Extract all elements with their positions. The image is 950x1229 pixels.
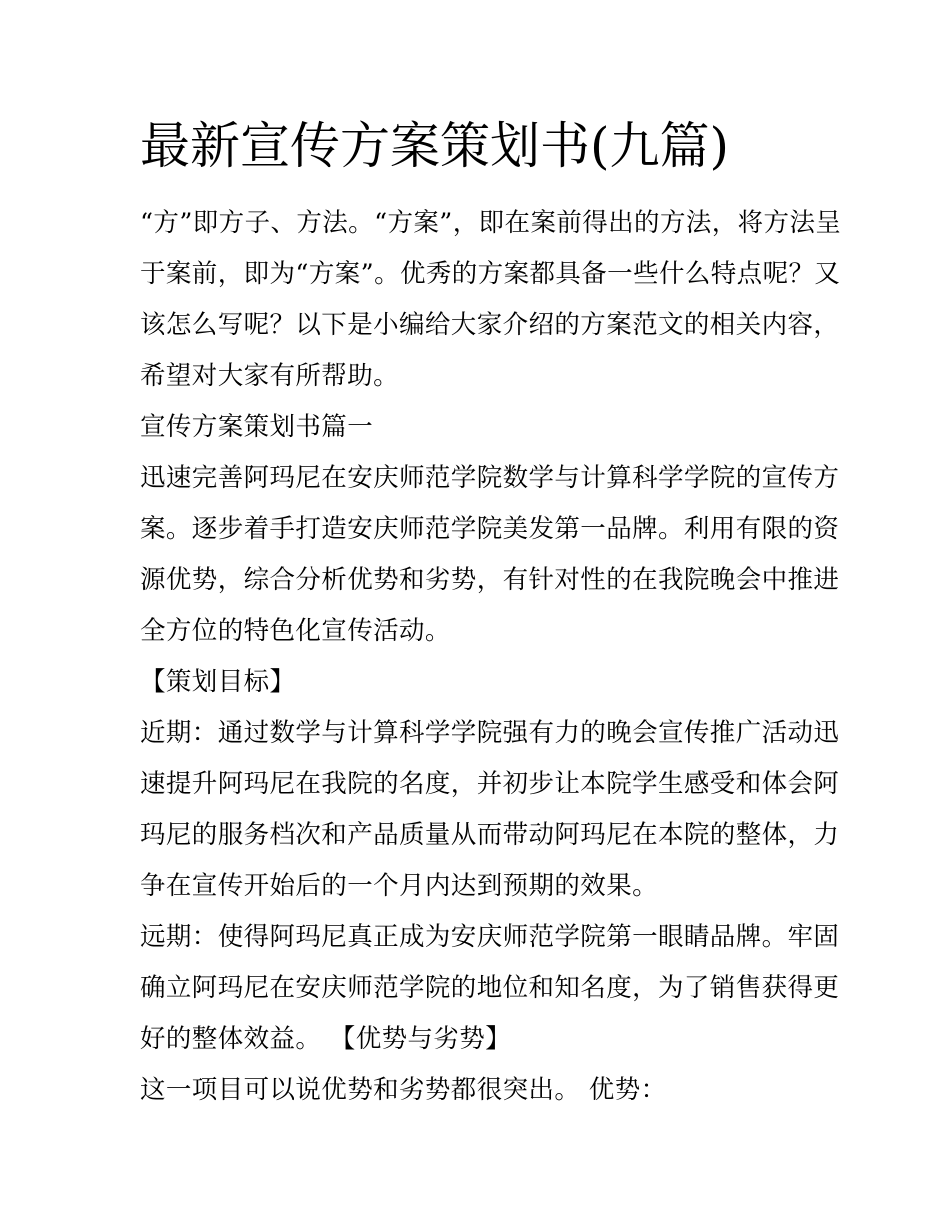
text-line: 好的整体效益。 【优势与劣势】 [140, 1024, 512, 1054]
text-line: 迅速完善阿玛尼在安庆师范学院数学与计算科学学院的宣传方 [140, 463, 840, 493]
text-line: 全方位的特色化宣传活动。 [140, 616, 451, 646]
text-line: 玛尼的服务档次和产品质量从而带动阿玛尼在本院的整体，力 [140, 820, 840, 850]
text-line: 该怎么写呢？以下是小编给大家介绍的方案范文的相关内容， [140, 310, 840, 340]
section-intro-paragraph [140, 453, 840, 657]
planning-goal-heading [140, 657, 820, 708]
text-line: 【策划目标】 [140, 667, 296, 697]
text-line: 远期：使得阿玛尼真正成为安庆师范学院第一眼睛品牌。牢固 [140, 922, 840, 952]
text-line: 希望对大家有所帮助。 [140, 361, 400, 391]
strengths-paragraph [140, 1065, 820, 1116]
text-line: 源优势，综合分析优势和劣势，有针对性的在我院晚会中推进 [140, 565, 840, 595]
document-title: 最新宣传方案策划书(九篇) [140, 117, 730, 175]
intro-paragraph [140, 198, 842, 402]
text-line: 速提升阿玛尼在我院的名度，并初步让本院学生感受和体会阿 [140, 769, 840, 799]
text-line: “方”即方子、方法。“方案”，即在案前得出的方法，将方法呈 [140, 208, 842, 238]
text-line: 宣传方案策划书篇一 [140, 412, 374, 442]
text-line: 争在宣传开始后的一个月内达到预期的效果。 [140, 871, 659, 901]
short-term-goal-paragraph [140, 708, 840, 912]
text-line: 于案前，即为“方案”。优秀的方案都具备一些什么特点呢？又 [140, 259, 841, 289]
text-line: 案。逐步着手打造安庆师范学院美发第一品牌。利用有限的资 [140, 514, 840, 544]
section-heading [140, 402, 820, 453]
text-line: 近期：通过数学与计算科学学院强有力的晚会宣传推广活动迅 [140, 718, 840, 748]
document-body [140, 198, 842, 1116]
long-term-goal-paragraph [140, 912, 840, 1065]
text-line: 这一项目可以说优势和劣势都很突出。 优势： [140, 1075, 667, 1105]
text-line: 确立阿玛尼在安庆师范学院的地位和知名度，为了销售获得更 [140, 973, 840, 1003]
